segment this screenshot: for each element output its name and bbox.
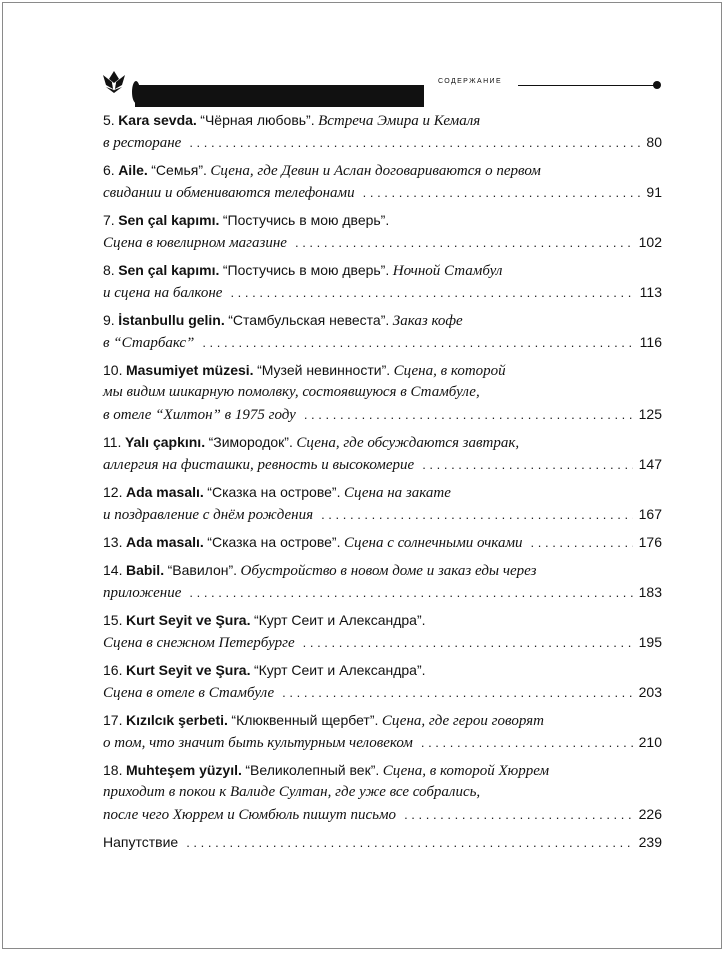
toc-line-text: [103, 114, 480, 129]
toc-entry[interactable]: [103, 209, 662, 253]
chapter-number: 6.: [103, 162, 115, 178]
toc-line-text: [103, 804, 396, 827]
chapter-number: 18.: [103, 762, 123, 778]
toc-line: [103, 503, 662, 525]
toc-line-text: [103, 764, 549, 779]
series-title-turkish: Sen çal kapımı.: [118, 262, 220, 278]
scene-description: о том, что значит быть культурным человеком: [103, 735, 413, 751]
toc-line: [103, 359, 662, 381]
toc-line-text: [103, 486, 451, 501]
series-title-russian: “Чёрная любовь”.: [200, 112, 315, 128]
series-title-turkish: İstanbullu gelin.: [118, 312, 225, 328]
header-rule-left: [135, 85, 424, 107]
scene-description: свидании и обмениваются телефонами: [103, 185, 355, 201]
toc-entry[interactable]: [103, 159, 662, 203]
section-title: Напутствие: [103, 834, 179, 850]
toc-line: [103, 309, 662, 331]
tulip-logo-icon: [101, 69, 127, 95]
page-number: 183: [638, 584, 662, 600]
toc-line-text: [103, 264, 502, 279]
toc-line-text: [103, 664, 426, 679]
chapter-number: 15.: [103, 612, 123, 628]
toc-entry[interactable]: [103, 709, 662, 753]
dot-leader: [363, 182, 641, 204]
toc-line-text: [103, 182, 355, 205]
dot-leader: [189, 132, 640, 154]
series-title-russian: “Великолепный век”.: [245, 762, 380, 778]
series-title-turkish: Kurt Seyit ve Şura.: [125, 662, 251, 678]
scene-description: Сцена, в которой Хюррем: [382, 763, 550, 779]
series-title-turkish: Muhteşem yüzyıl.: [125, 762, 242, 778]
toc-line: [103, 431, 662, 453]
scene-description: Сцена в ювелирном магазине: [103, 235, 287, 251]
page-number: 167: [638, 506, 662, 522]
toc-line-text: [103, 531, 523, 555]
toc-line: [103, 731, 662, 753]
chapter-number: 12.: [103, 484, 123, 500]
series-title-russian: “Зимородок”.: [208, 434, 293, 450]
scene-description: мы видим шикарную помолвку, состоявшуюся в Стамбуле,: [103, 384, 480, 400]
series-title-turkish: Yalı çapkını.: [124, 434, 206, 450]
toc-line: [103, 559, 662, 581]
page-number: 195: [638, 634, 662, 650]
toc-entry[interactable]: [103, 831, 662, 853]
scene-description: Сцена в снежном Петербурге: [103, 635, 295, 651]
series-title-russian: “Клюквенный щербет”.: [231, 712, 379, 728]
scene-description: и поздравление с днём рождения: [103, 507, 314, 523]
toc-entry[interactable]: [103, 109, 662, 153]
table-of-contents: [103, 109, 662, 859]
dot-leader: [202, 332, 633, 354]
scene-description: и сцена на балконе: [103, 285, 223, 301]
toc-line: [103, 453, 662, 475]
scene-description: приложение: [103, 585, 182, 601]
toc-entry[interactable]: [103, 531, 662, 553]
toc-line: [103, 381, 662, 403]
toc-line-text: [103, 436, 519, 451]
toc-line-text: [103, 364, 506, 379]
series-title-turkish: Aile.: [118, 162, 148, 178]
toc-line: [103, 803, 662, 825]
running-head: СОДЕРЖАНИЕ: [437, 78, 503, 85]
toc-line-text: [103, 404, 296, 427]
chapter-number: 14.: [103, 562, 123, 578]
page-number: 125: [638, 406, 662, 422]
scene-description: Встреча Эмира и Кемаля: [318, 113, 481, 129]
toc-line: [103, 403, 662, 425]
toc-line: [103, 131, 662, 153]
scene-description: Заказ кофе: [392, 313, 463, 329]
toc-line: [103, 231, 662, 253]
toc-line-text: [103, 232, 287, 255]
toc-line: [103, 259, 662, 281]
dot-leader: [422, 454, 632, 476]
page-number: 147: [638, 456, 662, 472]
series-title-russian: “Курт Сеит и Александра”.: [253, 612, 426, 628]
scene-description: Сцена, где Девин и Аслан договариваются о первом: [210, 163, 541, 179]
series-title-russian: “Стамбульская невеста”.: [228, 312, 390, 328]
series-title-russian: “Сказка на острове”.: [207, 534, 341, 550]
scene-description: Сцена, где герои говорят: [381, 713, 544, 729]
series-title-turkish: Kızılcık şerbeti.: [125, 712, 228, 728]
toc-entry[interactable]: [103, 759, 662, 825]
series-title-russian: “Курт Сеит и Александра”.: [253, 662, 426, 678]
dot-leader: [186, 832, 632, 854]
toc-entry[interactable]: [103, 431, 662, 475]
chapter-number: 8.: [103, 262, 115, 278]
dot-leader: [189, 582, 632, 604]
series-title-turkish: Kurt Seyit ve Şura.: [125, 612, 251, 628]
toc-entry[interactable]: [103, 309, 662, 353]
series-title-russian: “Сказка на острове”.: [207, 484, 341, 500]
dot-leader: [421, 732, 633, 754]
scene-description: после чего Хюррем и Сюмбюль пишут письмо: [103, 807, 397, 823]
chapter-number: 5.: [103, 112, 115, 128]
series-title-turkish: Babil.: [125, 562, 165, 578]
page-number: 113: [639, 284, 662, 300]
scene-description: Сцена, в которой: [393, 363, 506, 379]
page-number: 116: [639, 334, 662, 350]
dot-leader: [321, 504, 633, 526]
toc-entry[interactable]: [103, 481, 662, 525]
page-number: 226: [638, 806, 662, 822]
chapter-number: 10.: [103, 362, 123, 378]
toc-line-text: [103, 614, 426, 629]
toc-line-text: [103, 682, 274, 705]
toc-line-text: [103, 582, 181, 605]
toc-entry[interactable]: [103, 259, 662, 303]
scene-description: Обустройство в новом доме и заказ еды через: [240, 563, 537, 579]
chapter-number: 13.: [103, 534, 123, 550]
dot-leader: [404, 804, 633, 826]
series-title-turkish: Masumiyet müzesi.: [125, 362, 254, 378]
toc-line: [103, 159, 662, 181]
page-number: 176: [638, 534, 662, 550]
scene-description: в ресторане: [103, 135, 182, 151]
page-header: [101, 65, 666, 101]
toc-line: [103, 831, 662, 853]
toc-line: [103, 659, 662, 681]
chapter-number: 9.: [103, 312, 115, 328]
toc-line: [103, 331, 662, 353]
toc-line: [103, 709, 662, 731]
scene-description: в “Старбакс”: [103, 335, 195, 351]
toc-line: [103, 281, 662, 303]
series-title-russian: “Музей невинности”.: [257, 362, 391, 378]
page-number: 239: [638, 834, 662, 850]
toc-line-text: [103, 732, 413, 755]
toc-entry[interactable]: [103, 659, 662, 703]
chapter-number: 17.: [103, 712, 123, 728]
toc-line: [103, 181, 662, 203]
toc-line-text: [103, 164, 541, 179]
scene-description: приходит в покои к Валиде Султан, где уже все собрались,: [103, 784, 481, 800]
scene-description: Сцена в отеле в Стамбуле: [103, 685, 275, 701]
dot-leader: [295, 232, 633, 254]
dot-leader: [282, 682, 632, 704]
toc-line: [103, 209, 662, 231]
series-title-turkish: Ada masalı.: [125, 534, 204, 550]
book-page: [2, 2, 722, 949]
toc-line: [103, 609, 662, 631]
toc-line-text: [103, 564, 536, 579]
toc-line-text: [103, 714, 544, 729]
toc-line-text: [103, 785, 480, 800]
series-title-russian: “Вавилон”.: [167, 562, 238, 578]
toc-entry[interactable]: [103, 559, 662, 603]
toc-entry[interactable]: [103, 609, 662, 653]
header-rule-right: [518, 85, 657, 86]
series-title-russian: “Постучись в мою дверь”.: [222, 212, 390, 228]
dot-leader: [230, 282, 633, 304]
scene-description: аллергия на фисташки, ревность и высокомерие: [103, 457, 415, 473]
dot-leader: [304, 404, 633, 426]
series-title-turkish: Sen çal kapımı.: [118, 212, 220, 228]
chapter-number: 16.: [103, 662, 123, 678]
scene-description: в отеле “Хилтон” в 1975 году: [103, 407, 296, 423]
toc-line: [103, 581, 662, 603]
toc-line-text: [103, 214, 389, 229]
page-number: 80: [646, 134, 662, 150]
series-title-russian: “Семья”.: [151, 162, 207, 178]
header-dot-right: [653, 81, 661, 89]
toc-line-text: [103, 332, 194, 355]
scene-description: Ночной Стамбул: [392, 263, 503, 279]
toc-line: [103, 531, 662, 553]
scene-description: Сцена на закате: [343, 485, 451, 501]
chapter-number: 7.: [103, 212, 115, 228]
toc-line: [103, 759, 662, 781]
toc-line-text: [103, 132, 181, 155]
toc-line-text: [103, 282, 222, 305]
page-number: 203: [638, 684, 662, 700]
series-title-turkish: Kara sevda.: [118, 112, 197, 128]
toc-line: [103, 631, 662, 653]
page-number: 210: [638, 734, 662, 750]
series-title-turkish: Ada masalı.: [125, 484, 204, 500]
toc-line-text: [103, 504, 313, 527]
dot-leader: [303, 632, 633, 654]
toc-line: [103, 681, 662, 703]
header-dot-left: [132, 81, 140, 103]
scene-description: Сцена с солнечными очками: [343, 535, 523, 551]
toc-line-text: [103, 314, 463, 329]
chapter-number: 11.: [103, 434, 122, 450]
toc-line-text: [103, 831, 178, 855]
page-number: 102: [638, 234, 662, 250]
toc-line: [103, 781, 662, 803]
scene-description: Сцена, где обсуждаются завтрак,: [296, 435, 520, 451]
toc-line: [103, 109, 662, 131]
series-title-russian: “Постучись в мою дверь”.: [222, 262, 390, 278]
toc-entry[interactable]: [103, 359, 662, 425]
toc-line-text: [103, 454, 414, 477]
toc-line-text: [103, 385, 480, 400]
page-number: 91: [646, 184, 662, 200]
dot-leader: [531, 532, 633, 554]
toc-line: [103, 481, 662, 503]
toc-line-text: [103, 632, 295, 655]
